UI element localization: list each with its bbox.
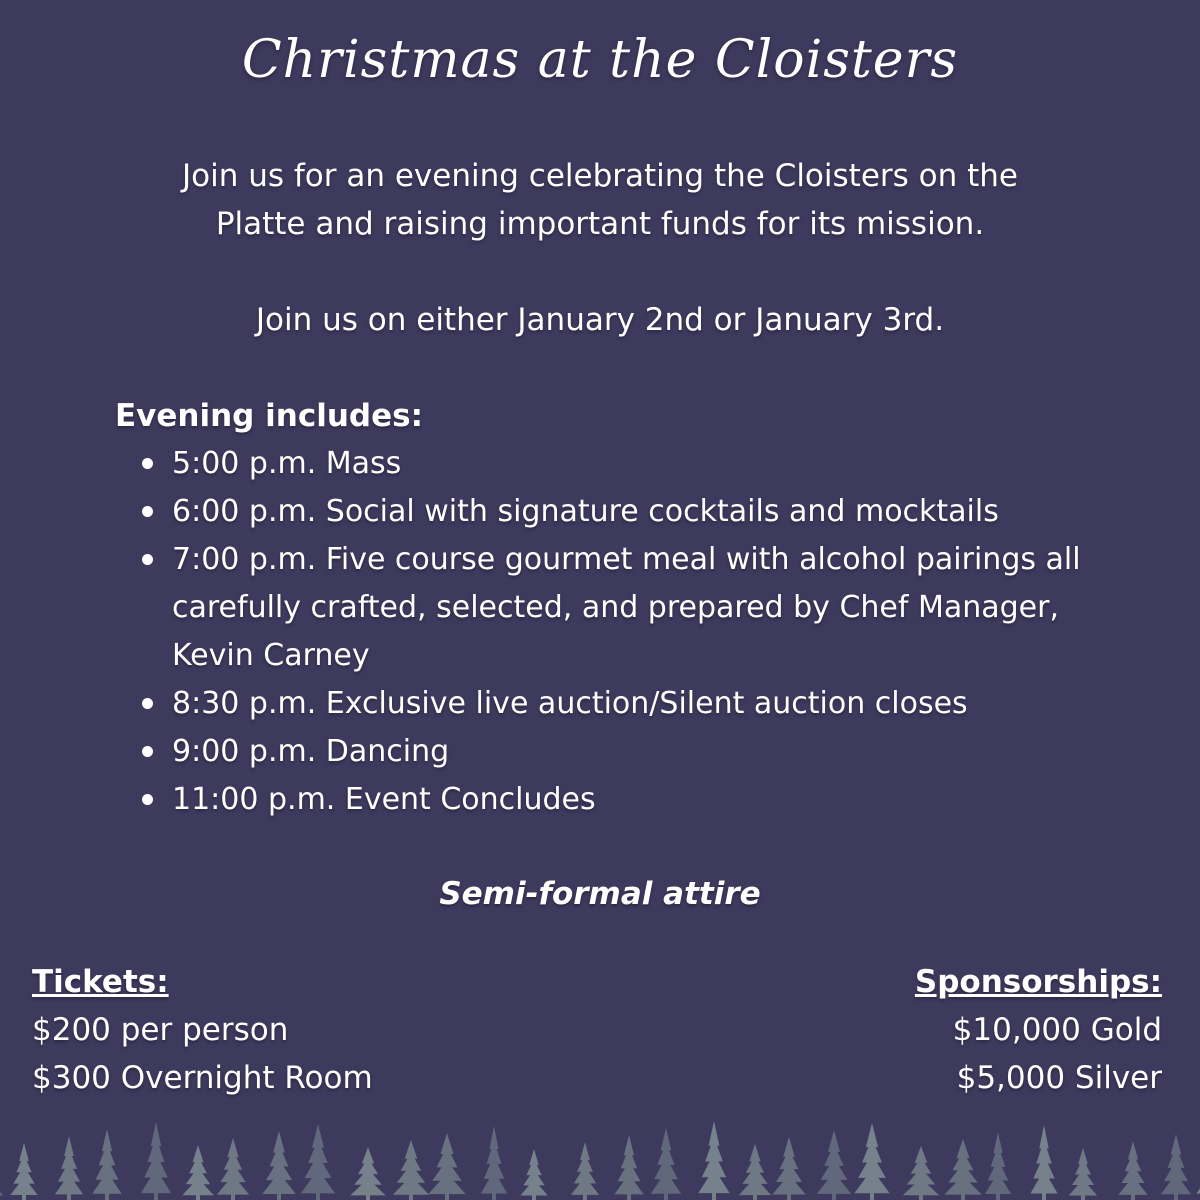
bullet-icon bbox=[142, 698, 153, 709]
pine-tree-icon bbox=[0, 1150, 3, 1200]
pine-tree-icon bbox=[262, 1131, 295, 1200]
intro-line: Join us for an evening celebrating the Cloisters on the bbox=[182, 158, 1018, 194]
attire-note: Semi-formal attire bbox=[439, 876, 761, 912]
pine-tree-icon bbox=[944, 1139, 981, 1200]
schedule-item: 9:00 p.m. Dancing bbox=[140, 728, 1100, 776]
event-title: Christmas at the Cloisters bbox=[241, 30, 959, 90]
evening-schedule-list bbox=[140, 440, 1100, 824]
pine-tree-icon bbox=[1196, 1127, 1200, 1200]
pine-tree-icon bbox=[1118, 1141, 1147, 1200]
pine-tree-icon bbox=[10, 1143, 37, 1200]
schedule-item: 11:00 p.m. Event Concludes bbox=[140, 776, 1100, 824]
pine-tree-icon bbox=[428, 1133, 465, 1200]
bullet-icon bbox=[142, 746, 153, 757]
bullet-icon bbox=[142, 794, 153, 805]
bullet-icon bbox=[142, 554, 153, 565]
sponsorship-level: $5,000 Silver bbox=[956, 1060, 1162, 1096]
pine-tree-icon bbox=[1069, 1148, 1097, 1200]
tickets-section bbox=[32, 958, 373, 1102]
pine-tree-icon bbox=[772, 1137, 805, 1200]
pine-tree-icon bbox=[481, 1126, 507, 1200]
schedule-item: 7:00 p.m. Five course gourmet meal with alcohol pairings all carefully crafted, selected, and prepared by Chef Manager, Kevin Carney bbox=[140, 536, 1100, 680]
pine-tree-icon bbox=[55, 1136, 83, 1200]
pine-tree-icon bbox=[1030, 1125, 1057, 1200]
intro-text bbox=[100, 152, 1100, 248]
pine-tree-icon bbox=[698, 1121, 729, 1200]
event-dates: Join us on either January 2nd or January 3rd. bbox=[255, 302, 945, 338]
pine-tree-icon bbox=[92, 1129, 121, 1200]
pine-tree-icon bbox=[854, 1123, 889, 1200]
pine-tree-icon bbox=[350, 1147, 385, 1200]
sponsorships-section bbox=[915, 958, 1162, 1102]
pine-tree-icon bbox=[817, 1130, 851, 1200]
pine-tree-icon bbox=[571, 1142, 599, 1200]
pine-tree-icon bbox=[182, 1145, 213, 1200]
pine-tree-icon bbox=[739, 1144, 771, 1200]
pine-tree-icon bbox=[301, 1124, 335, 1200]
intro-line: Platte and raising important funds for its mission. bbox=[215, 206, 985, 242]
pine-tree-icon bbox=[614, 1135, 643, 1200]
tickets-heading: Tickets: bbox=[32, 964, 169, 1000]
bullet-icon bbox=[142, 458, 153, 469]
sponsorship-level: $10,000 Gold bbox=[952, 1012, 1162, 1048]
schedule-item: 6:00 p.m. Social with signature cocktails and mocktails bbox=[140, 488, 1100, 536]
pine-tree-icon bbox=[393, 1140, 429, 1200]
pine-tree-icon bbox=[520, 1149, 547, 1200]
pine-tree-icon bbox=[651, 1128, 681, 1200]
pine-tree-border-icon bbox=[0, 1120, 1200, 1200]
bullet-icon bbox=[142, 506, 153, 517]
sponsorships-heading: Sponsorships: bbox=[914, 964, 1162, 1000]
evening-includes-heading: Evening includes: bbox=[115, 398, 423, 434]
pine-tree-icon bbox=[1161, 1134, 1191, 1200]
pine-tree-icon bbox=[141, 1122, 171, 1200]
pine-tree-icon bbox=[985, 1132, 1011, 1200]
schedule-item: 8:30 p.m. Exclusive live auction/Silent auction closes bbox=[140, 680, 1100, 728]
pine-tree-icon bbox=[217, 1138, 249, 1200]
ticket-price: $200 per person bbox=[32, 1012, 289, 1048]
pine-tree-icon bbox=[903, 1146, 939, 1200]
schedule-item: 5:00 p.m. Mass bbox=[140, 440, 1100, 488]
ticket-price: $300 Overnight Room bbox=[32, 1060, 373, 1096]
